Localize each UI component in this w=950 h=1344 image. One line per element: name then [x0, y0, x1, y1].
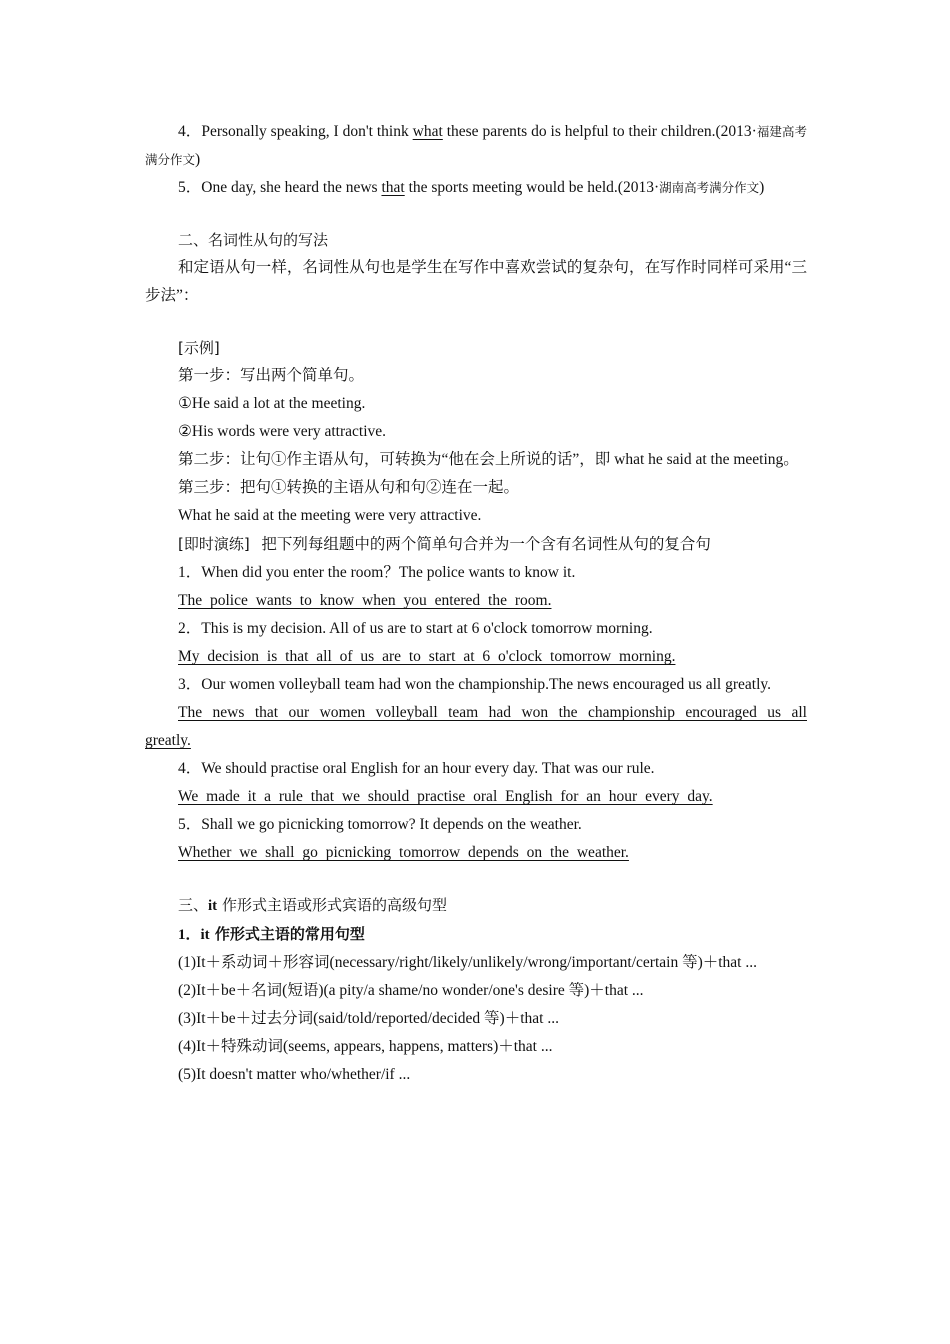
pattern-2: (2)It＋be＋名词(短语)(a pity/a shame/no wonder/one's desire 等)＋that ... [178, 982, 644, 999]
step-2: 第二步：让句①作主语从句，可转换为“他在会上所说的话”，即 what he said at the meeting。 [178, 451, 799, 468]
item-text: these parents do is helpful to their children.(2013· [442, 123, 757, 140]
example-label: [示例] [178, 339, 220, 357]
exercise-answer [145, 699, 807, 755]
subsection-1-title [145, 920, 807, 949]
subsection-rest: 作形式主语的常用句型 [209, 925, 365, 943]
sentence-2: ②His words were very attractive. [178, 423, 387, 440]
exercise-answer [145, 587, 807, 615]
key-word: that [381, 179, 405, 196]
exercise-question: 2．This is my decision. All of us are to start at 6 o'clock tomorrow morning. [178, 620, 653, 637]
exercise-question: 3．Our women volleyball team had won the championship.The news encouraged us all greatly. [178, 676, 771, 693]
item-text: the sports meeting would be held.(2013· [404, 179, 660, 196]
subsection-number: 1． [178, 927, 201, 943]
subsection-it: it [200, 927, 210, 943]
section-3-prefix: 三、 [178, 896, 209, 914]
result-sentence: What he said at the meeting were very attractive. [178, 507, 482, 524]
pattern-3: (3)It＋be＋过去分词(said/told/reported/decided 等)＋that ... [178, 1010, 559, 1027]
exercise-answer [145, 643, 807, 671]
answer-text: The news that our women volleyball team had won the championship encouraged us all greatly. [145, 704, 807, 749]
item-text: One day, she heard the news [201, 179, 382, 196]
answer-text: We made it a rule that we should practise oral English for an hour every day. [178, 788, 713, 805]
sentence-1: ①He said a lot at the meeting. [178, 395, 366, 412]
step-3: 第三步：把句①转换的主语从句和句②连在一起。 [178, 479, 520, 496]
section-2-title: 二、名词性从句的写法 [178, 231, 329, 249]
answer-text: The police wants to know when you entered the room. [178, 592, 552, 609]
exercise-question: 4．We should practise oral English for an hour every day. That was our rule. [178, 760, 655, 777]
close-paren: ) [195, 151, 201, 168]
pattern-1: (1)It＋系动词＋形容词(necessary/right/likely/unlikely/wrong/important/certain 等)＋that ... [178, 954, 757, 971]
spacer [145, 310, 807, 334]
intro-item-4 [145, 118, 807, 174]
intro-item-5 [145, 174, 807, 202]
section-3-rest: 作形式主语或形式宾语的高级句型 [217, 896, 447, 914]
section-3-it: it [208, 898, 218, 914]
practice-label: [即时演练] [178, 535, 250, 553]
exercise-answer [145, 839, 807, 867]
source-label: 湖南高考满分作文 [659, 180, 760, 195]
section-2-intro: 和定语从句一样，名词性从句也是学生在写作中喜欢尝试的复杂句，在写作时同样可采用“三步法”： [145, 259, 807, 304]
answer-text: Whether we shall go picnicking tomorrow depends on the weather. [178, 844, 629, 861]
step-1: 第一步：写出两个简单句。 [178, 367, 365, 384]
exercise-answer [145, 783, 807, 811]
item-number: 4． [178, 123, 202, 140]
exercise-question: 1．When did you enter the room？The police wants to know it. [178, 564, 576, 581]
section-3-title [145, 891, 807, 920]
key-word: what [412, 123, 443, 140]
pattern-4: (4)It＋特殊动词(seems, appears, happens, matters)＋that ... [178, 1038, 553, 1055]
document-page [145, 118, 807, 1089]
answer-text: My decision is that all of us are to start at 6 o'clock tomorrow morning. [178, 648, 676, 665]
practice-instruction: 把下列每组题中的两个简单句合并为一个含有名词性从句的复合句 [261, 536, 711, 553]
close-paren: ) [759, 179, 765, 196]
source-label: 福建高考满分作文 [145, 124, 807, 167]
pattern-5: (5)It doesn't matter who/whether/if ... [178, 1066, 411, 1083]
spacer [145, 202, 807, 226]
item-number: 5． [178, 179, 202, 196]
spacer [145, 867, 807, 891]
practice-header [145, 530, 807, 559]
exercise-question: 5．Shall we go picnicking tomorrow? It depends on the weather. [178, 816, 582, 833]
item-text: Personally speaking, I don't think [201, 123, 413, 140]
